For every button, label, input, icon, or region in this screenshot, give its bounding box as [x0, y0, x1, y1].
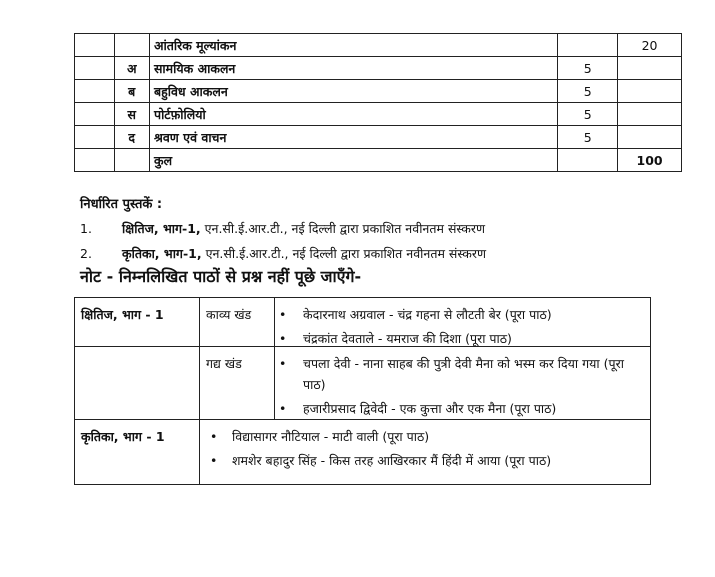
row-sub-marks: 5: [558, 126, 618, 149]
lessons-cell: [275, 347, 650, 419]
row-item: कुल: [149, 149, 557, 172]
row-sub-marks: 5: [558, 57, 618, 80]
book-name-cell-empty: [75, 347, 200, 419]
list-item: • चपला देवी - नाना साहब की पुत्री देवी मैना को भस्म कर दिया गया (पूरा पाठ): [275, 353, 633, 395]
row-sub-marks: 5: [558, 80, 618, 103]
row-label: द: [114, 126, 149, 149]
table-cell: [75, 34, 115, 57]
list-item: • विद्यासागर नौटियाल - माटी वाली (पूरा पाठ): [200, 426, 650, 447]
lessons-cell: [200, 420, 650, 484]
table-row: [75, 103, 682, 126]
book-number: 1.: [80, 221, 92, 236]
section-cell: काव्य खंड: [200, 298, 275, 346]
book-publisher: एन.सी.ई.आर.टी., नई दिल्ली द्वारा प्रकाशित नवीनतम संस्करण: [200, 221, 486, 236]
table-cell: [75, 103, 115, 126]
lesson-list: [275, 353, 650, 419]
row-label: [114, 34, 149, 57]
book-title: कृतिका, भाग-1,: [122, 246, 202, 261]
table-row: [75, 298, 650, 347]
section-cell: गद्य खंड: [200, 347, 275, 419]
row-total: [618, 57, 682, 80]
row-total: 20: [618, 34, 682, 57]
bullet-icon: •: [279, 356, 287, 371]
table-row: [75, 126, 682, 149]
row-label: [114, 149, 149, 172]
table-row-total: [75, 149, 682, 172]
book-title: क्षितिज, भाग-1,: [122, 221, 201, 236]
row-label: ब: [114, 80, 149, 103]
assessment-marks-table: [74, 33, 682, 172]
row-item: आंतरिक मूल्यांकन: [149, 34, 557, 57]
table-cell: [75, 57, 115, 80]
prescribed-books-heading: निर्धारित पुस्तकें :: [80, 197, 163, 212]
row-sub-marks: 5: [558, 103, 618, 126]
table-row: [75, 420, 650, 484]
book-item: [80, 245, 486, 262]
row-total: [618, 103, 682, 126]
lessons-cell: [275, 298, 650, 346]
lesson-list: [200, 426, 650, 471]
row-label: स: [114, 103, 149, 126]
table-row: [75, 347, 650, 420]
lesson-list: [275, 304, 650, 349]
table-cell: [75, 126, 115, 149]
row-item: श्रवण एवं वाचन: [149, 126, 557, 149]
table-cell: [75, 80, 115, 103]
table-row: [75, 57, 682, 80]
row-sub-marks: [558, 34, 618, 57]
bullet-icon: •: [210, 429, 218, 444]
list-item: • चंद्रकांत देवताले - यमराज की दिशा (पूरा पाठ): [275, 328, 650, 349]
excluded-lessons-table: [74, 297, 651, 485]
row-label: अ: [114, 57, 149, 80]
book-number: 2.: [80, 246, 92, 261]
row-total: 100: [618, 149, 682, 172]
list-item: • हजारीप्रसाद द्विवेदी - एक कुत्ता और एक मैना (पूरा पाठ): [275, 398, 650, 419]
book-publisher: एन.सी.ई.आर.टी., नई दिल्ली द्वारा प्रकाशित नवीनतम संस्करण: [201, 246, 486, 261]
note-heading: नोट - निम्नलिखित पाठों से प्रश्न नहीं पूछे जाएँगे-: [80, 267, 362, 286]
bullet-icon: •: [279, 307, 287, 322]
bullet-icon: •: [279, 401, 287, 416]
book-name-cell: कृतिका, भाग - 1: [75, 420, 200, 484]
list-item: • शमशेर बहादुर सिंह - किस तरह आखिरकार मैं हिंदी में आया (पूरा पाठ): [200, 450, 650, 471]
table-row: [75, 80, 682, 103]
row-sub-marks: [558, 149, 618, 172]
list-item: • केदारनाथ अग्रवाल - चंद्र गहना से लौटती बेर (पूरा पाठ): [275, 304, 650, 325]
table-row: [75, 34, 682, 57]
book-name-cell: क्षितिज, भाग - 1: [75, 298, 200, 346]
row-item: पोर्टफ़ोलियो: [149, 103, 557, 126]
bullet-icon: •: [210, 453, 218, 468]
book-item: [80, 220, 485, 237]
row-item: बहुविध आकलन: [149, 80, 557, 103]
row-total: [618, 80, 682, 103]
bullet-icon: •: [279, 331, 287, 346]
row-item: सामयिक आकलन: [149, 57, 557, 80]
table-cell: [75, 149, 115, 172]
row-total: [618, 126, 682, 149]
